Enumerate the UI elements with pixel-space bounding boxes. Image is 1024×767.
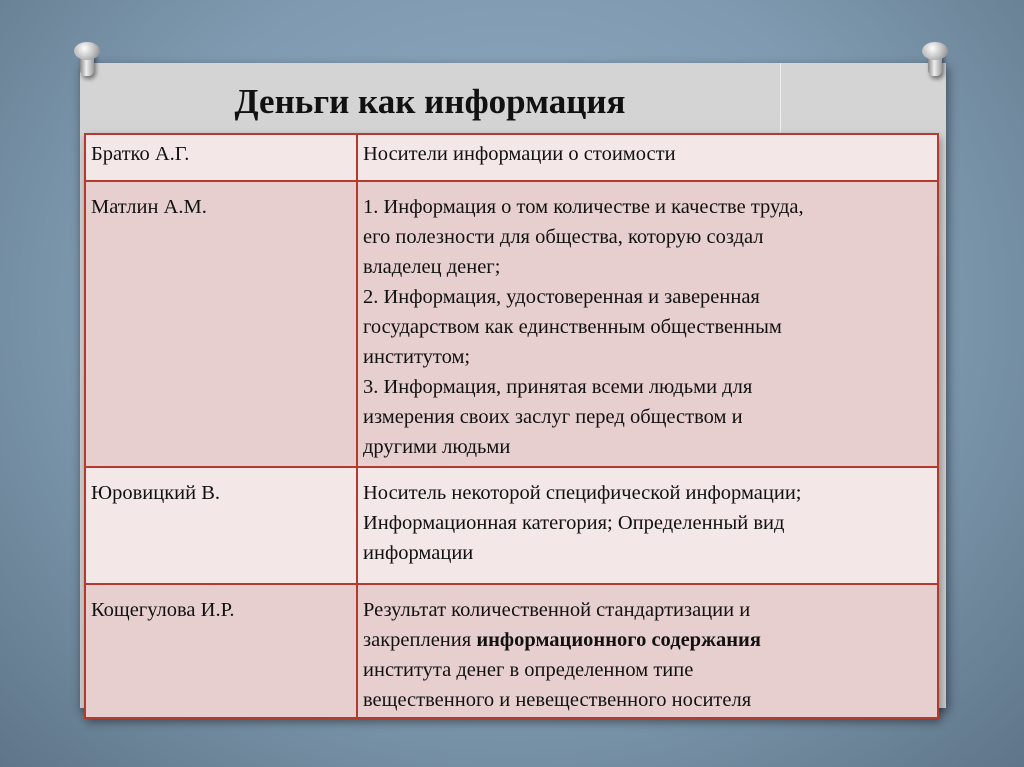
definition-text [363,625,932,655]
definition-text: информации [363,542,474,564]
definition-text: Носитель некоторой специфической информации; [363,482,802,504]
table-row [85,181,938,467]
definition-text: его полезности для общества, которую создал [363,226,764,248]
definition-text: Носители информации о стоимости [363,143,676,165]
definition-cell [357,467,938,584]
definition-text: 3. Информация, принятая всеми людьми для [363,376,753,398]
author-cell: Братко А.Г. [85,134,357,181]
definition-text: Результат количественной стандартизации и [363,599,751,621]
title-divider [780,63,781,133]
definition-text: 1. Информация о том количестве и качестве труда, [363,196,804,218]
definition-cell [357,584,938,718]
table-row [85,467,938,584]
definition-text: институтом; [363,346,471,368]
table-row [85,134,938,181]
definition-text: другими людьми [363,436,511,458]
pushpin-icon [74,42,100,82]
definition-cell [357,181,938,467]
definition-text: измерения своих заслуг перед обществом и [363,406,743,428]
definitions-table [84,133,939,719]
definition-text: владелец денег; [363,256,501,278]
emphasized-text: информационного содержания [476,629,761,651]
definition-text-part: закрепления [363,629,477,651]
author-cell: Юровицкий В. [85,467,357,584]
table-row [85,584,938,718]
slide-title: Деньги как информация [234,82,626,121]
pushpin-icon [922,42,948,82]
definition-text: государством как единственным общественным [363,316,782,338]
definition-text: 2. Информация, удостоверенная и заверенная [363,286,760,308]
author-cell: Кощегулова И.Р. [85,584,357,718]
definition-cell [357,134,938,181]
definition-text: Информационная категория; Определенный вид [363,512,785,534]
definition-text: института денег в определенном типе [363,659,694,681]
definition-text: вещественного и невещественного носителя [363,689,752,711]
author-cell: Матлин А.М. [85,181,357,467]
